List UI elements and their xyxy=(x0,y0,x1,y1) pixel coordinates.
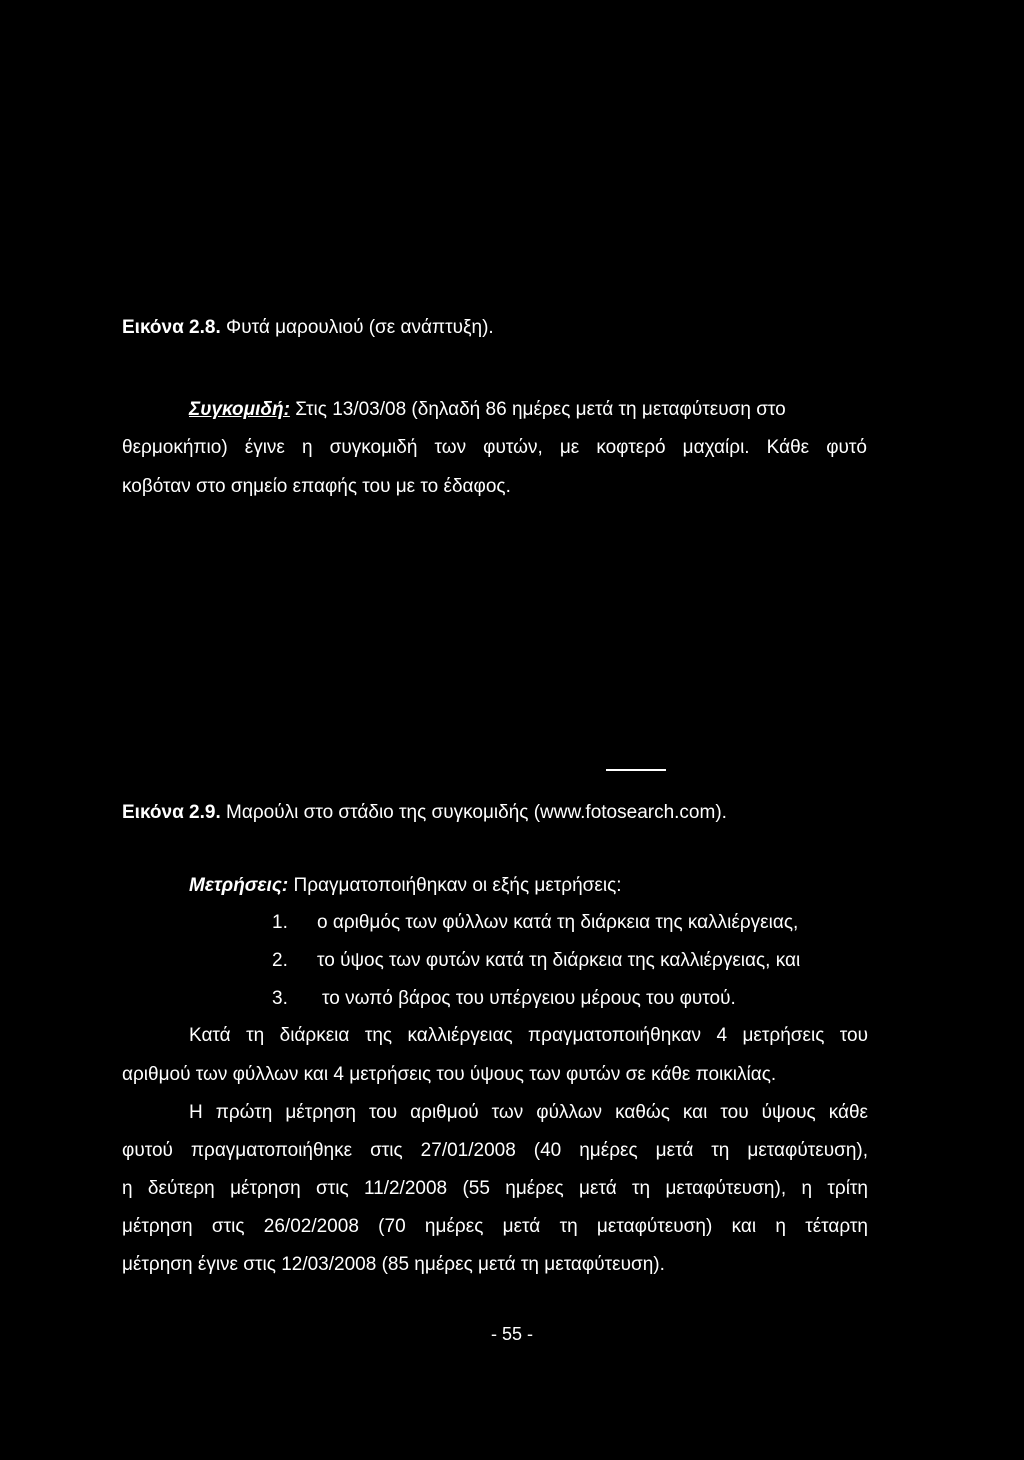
figure-caption-text: Φυτά μαρουλιού (σε ανάπτυξη). xyxy=(220,317,494,338)
paragraph-1-line-1: Κατά τη διάρκεια της καλλιέργειας πραγματοποιήθηκαν 4 μετρήσεις του xyxy=(189,1025,868,1046)
separator-line xyxy=(606,769,666,771)
figure-caption-text: Μαρούλι στο στάδιο της συγκομιδής (www.fotosearch.com). xyxy=(220,802,727,823)
harvest-line-1 xyxy=(189,398,786,422)
paragraph-2-line-1: Η πρώτη μέτρηση του αριθμού των φύλλων καθώς και του ύψους κάθε xyxy=(189,1102,868,1123)
paragraph-2-line-4: μέτρηση στις 26/02/2008 (70 ημέρες μετά τη μεταφύτευση) και η τέταρτη xyxy=(122,1216,868,1237)
paragraph-2-line-5: μέτρηση έγινε στις 12/03/2008 (85 ημέρες μετά τη μεταφύτευση). xyxy=(122,1254,665,1275)
list-item-number: 1. xyxy=(272,912,288,933)
figure-2-9-caption xyxy=(122,801,727,825)
list-item xyxy=(272,949,288,973)
measurements-intro-text: Πραγματοποιήθηκαν οι εξής μετρήσεις: xyxy=(288,875,622,896)
list-item xyxy=(272,911,288,935)
list-item-number: 3. xyxy=(272,988,288,1009)
harvest-line-3: κοβόταν στο σημείο επαφής του με το έδαφος. xyxy=(122,476,511,497)
figure-2-8-caption xyxy=(122,316,494,340)
list-item-text: ο αριθμός των φύλλων κατά τη διάρκεια της καλλιέργειας, xyxy=(317,912,799,933)
paragraph-2-line-2: φυτού πραγματοποιήθηκε στις 27/01/2008 (40 ημέρες μετά τη μεταφύτευση), xyxy=(122,1140,868,1161)
harvest-heading: Συγκομιδή: xyxy=(189,399,290,420)
page-number: - 55 - xyxy=(490,1324,533,1344)
list-item-text: το ύψος των φυτών κατά τη διάρκεια της καλλιέργειας, και xyxy=(317,950,801,971)
paragraph-1-line-2: αριθμού των φύλλων και 4 μετρήσεις του ύψους των φυτών σε κάθε ποικιλίας. xyxy=(122,1064,777,1085)
figure-label: Εικόνα 2.9. xyxy=(122,802,221,823)
list-item-text: το νωπό βάρος του υπέργειου μέρους του φυτού. xyxy=(322,988,736,1009)
paragraph-2-line-3: η δεύτερη μέτρηση στις 11/2/2008 (55 ημέρες μετά τη μεταφύτευση), η τρίτη xyxy=(122,1178,868,1199)
measurements-heading: Μετρήσεις: xyxy=(189,875,289,896)
list-item-number: 2. xyxy=(272,950,288,971)
measurements-intro xyxy=(189,874,622,898)
list-item xyxy=(272,987,288,1011)
harvest-text-1: Στις 13/03/08 (δηλαδή 86 ημέρες μετά τη μεταφύτευση στο xyxy=(289,399,786,420)
harvest-line-2: θερμοκήπιο) έγινε η συγκομιδή των φυτών, με κοφτερό μαχαίρι. Κάθε φυτό xyxy=(122,437,867,458)
figure-label: Εικόνα 2.8. xyxy=(122,317,221,338)
